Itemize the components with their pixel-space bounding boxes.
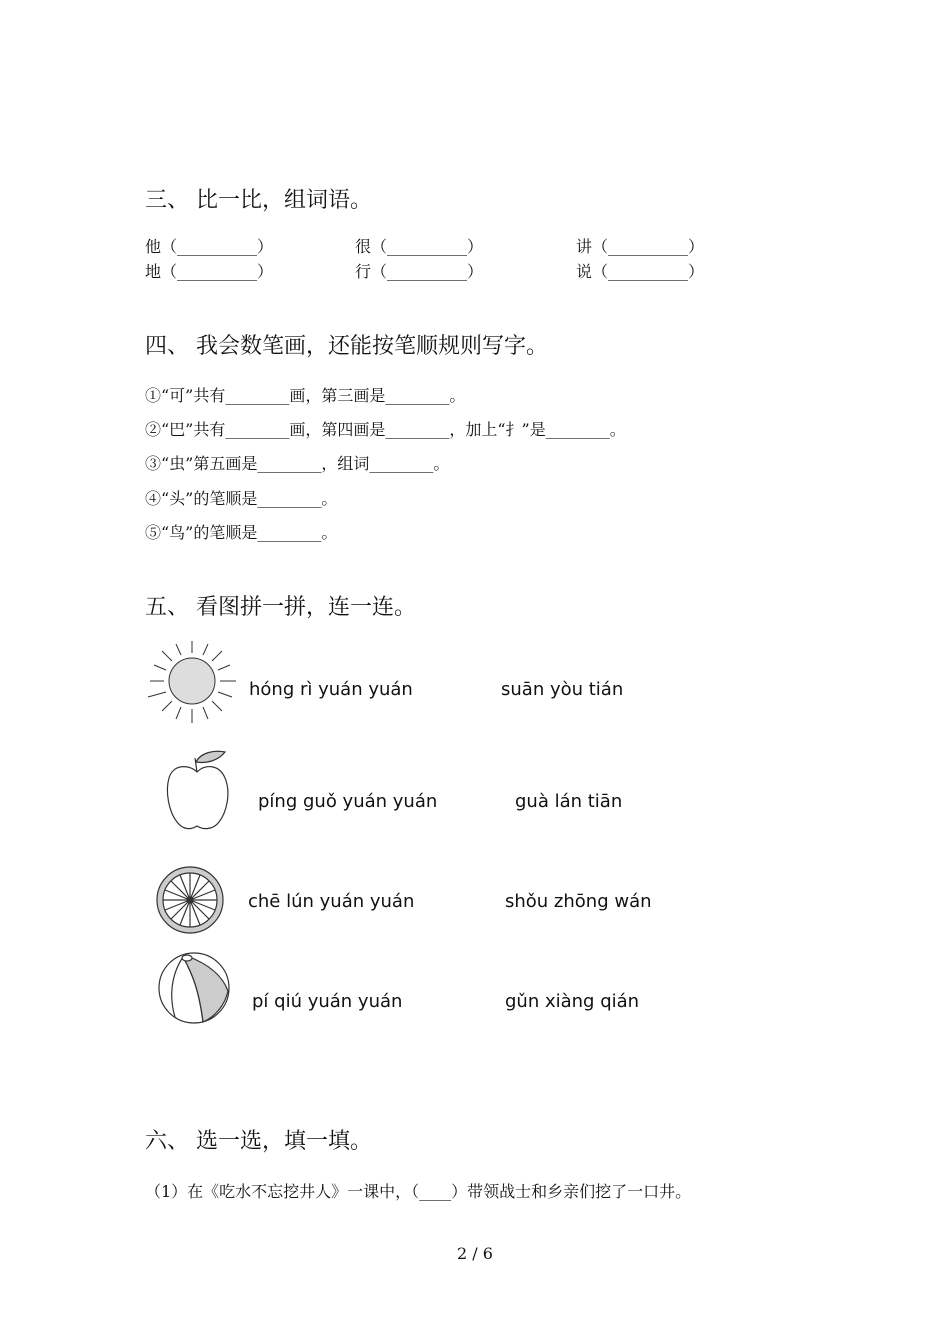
pinyin-right: guà lán tiān [515, 791, 623, 812]
stroke-item: ①“可”共有________画，第三画是________。 [145, 386, 466, 405]
apple-icon [163, 748, 233, 832]
section3-title: 三、 比一比，组词语。 [145, 188, 372, 213]
section4-title: 四、 我会数笔画，还能按笔顺规则写字。 [145, 334, 548, 359]
pinyin-left: hóng rì yuán yuán [249, 679, 413, 700]
word-item: 说（__________） [576, 262, 705, 281]
stroke-item: ②“巴”共有________画，第四画是________，加上“扌”是________。 [145, 420, 626, 439]
word-item: 地（__________） [145, 262, 274, 281]
pinyin-right: shǒu zhōng wán [505, 891, 652, 912]
section6-title: 六、 选一选，填一填。 [145, 1129, 372, 1154]
stroke-item: ⑤“鸟”的笔顺是________。 [145, 523, 338, 542]
pinyin-left: chē lún yuán yuán [248, 891, 415, 912]
ball-icon [157, 951, 231, 1025]
wheel-icon [155, 865, 225, 935]
sun-icon [144, 639, 240, 725]
pinyin-right: suān yòu tián [501, 679, 624, 700]
pinyin-left: píng guǒ yuán yuán [258, 791, 438, 812]
stroke-item: ③“虫”第五画是________，组词________。 [145, 454, 450, 473]
word-item: 很（__________） [355, 237, 484, 256]
page-number: 2 / 6 [457, 1244, 493, 1263]
question-1: （1）在《吃水不忘挖井人》一课中，（____）带领战士和乡亲们挖了一口井。 [145, 1182, 692, 1201]
word-item: 讲（__________） [576, 237, 705, 256]
pinyin-right: gǔn xiàng qián [505, 991, 640, 1012]
word-item: 行（__________） [355, 262, 484, 281]
stroke-item: ④“头”的笔顺是________。 [145, 489, 338, 508]
section5-title: 五、 看图拼一拼，连一连。 [145, 595, 416, 620]
word-item: 他（__________） [145, 237, 274, 256]
pinyin-left: pí qiú yuán yuán [252, 991, 403, 1012]
